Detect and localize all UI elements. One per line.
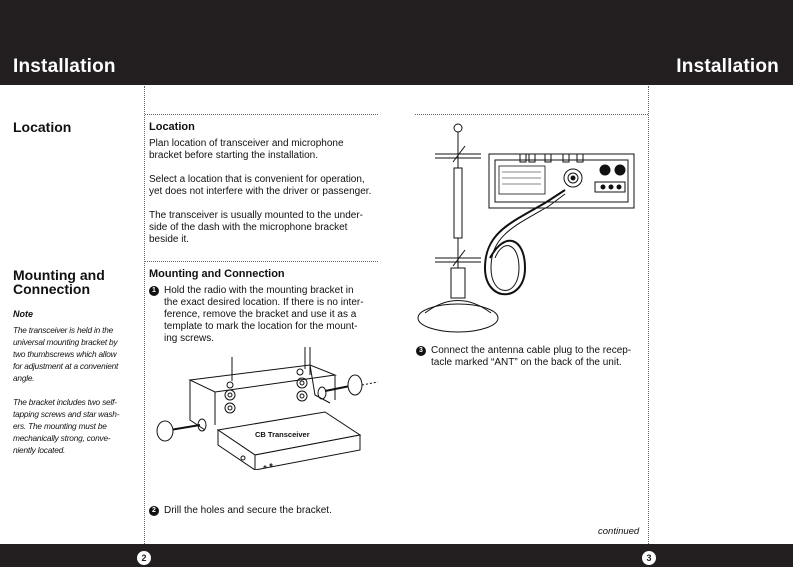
step-number: 3: [416, 346, 426, 356]
antenna-connection-illustration: [415, 118, 635, 340]
header-bar: [0, 0, 793, 85]
section-heading-location: Location: [149, 121, 195, 133]
step-2: 2 Drill the holes and secure the bracket.: [149, 505, 400, 517]
step-1: 1 Hold the radio with the mounting bracket in the exact desired location. If there is no inter- ference, remove the bracket and use it as a template to mark the location for the mount- ing screws.: [149, 285, 400, 345]
section-rule: [415, 114, 648, 115]
bracket-mounting-illustration: [150, 345, 385, 470]
section-rule: [145, 261, 378, 262]
page-header-title-left: Installation: [13, 56, 116, 77]
transceiver-label: CB Transceiver: [255, 430, 310, 439]
note-paragraph: The bracket includes two self- tapping screws and star wash- ers. The mounting must be mechanically strong, conve- niently located.: [13, 397, 120, 455]
page-number-right: 3: [642, 551, 656, 565]
location-paragraph: The transceiver is usually mounted to the under- side of the dash with the microphone bracket beside it.: [149, 210, 363, 245]
column-divider: [648, 86, 649, 544]
section-rule: [145, 114, 378, 115]
step-number: 2: [149, 506, 159, 516]
note-title: Note: [13, 309, 33, 319]
section-heading-mounting: Mounting and Connection: [149, 268, 285, 280]
continued-note: continued: [598, 526, 640, 537]
step-3: 3 Connect the antenna cable plug to the recep- tacle marked “ANT” on the back of the unit.: [416, 345, 663, 369]
column-divider: [144, 86, 145, 544]
sidebar-heading-mounting: Mounting and Connection: [13, 267, 105, 297]
footer-bar: [0, 544, 793, 567]
location-paragraph: Plan location of transceiver and microphone bracket before starting the installation.: [149, 138, 344, 161]
location-paragraph: Select a location that is convenient for operation, yet does not interfere with the driver or passenger.: [149, 174, 372, 197]
page-number-left: 2: [137, 551, 151, 565]
page-header-title-right: Installation: [676, 56, 779, 77]
sidebar-heading-location: Location: [13, 119, 72, 135]
step-number: 1: [149, 286, 159, 296]
note-paragraph: The transceiver is held in the universal mounting bracket by two thumbscrews which allow for adjustment at a convenient angle.: [13, 325, 119, 383]
